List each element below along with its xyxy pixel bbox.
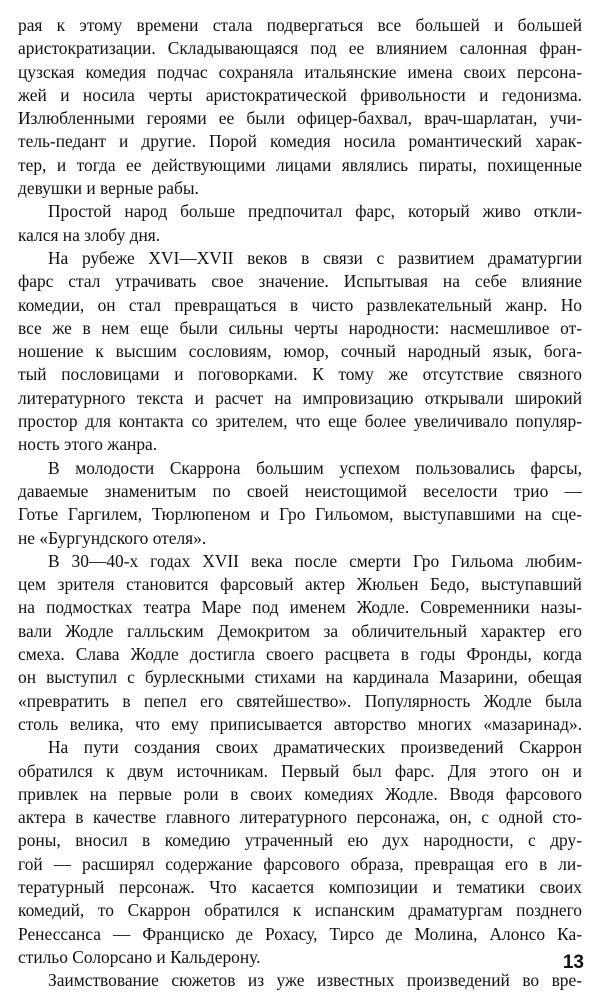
text-line: простор для контакта со зрителем, что еще более увеличивало популяр-	[18, 411, 582, 432]
text-line: на подмостках театра Маре под именем Жодле. Современники назы-	[18, 597, 582, 618]
text-line: стильо Солорсано и Кальдерону.	[18, 946, 261, 967]
page-number: 13	[562, 952, 584, 973]
text-line: кался на злобу дня.	[18, 224, 161, 245]
body-text	[18, 14, 582, 992]
text-line: фарс стал утрачивать свое значение. Испытывая на себе влияние	[18, 271, 582, 292]
text-line: гой — расширял содержание фарсового образа, превращая его в ли-	[18, 853, 582, 874]
text-line: В 30—40-х годах XVII века после смерти Гро Гильома любим-	[48, 550, 582, 571]
text-line: актера в качестве главного литературного персонажа, он, с одной сто-	[18, 807, 582, 828]
text-line: аристократизации. Складывающаяся под ее влиянием салонная фран-	[18, 38, 582, 59]
text-line: девушки и верные рабы.	[18, 178, 199, 199]
text-line: цем зрителя становится фарсовый актер Жюльен Бедо, выступавший	[18, 574, 582, 595]
text-line: комедий, то Скаррон обратился к испанским драматургам позднего	[18, 900, 582, 921]
text-line: Ренессанса — Франциско де Рохасу, Тирсо де Молина, Алонсо Ка-	[18, 923, 582, 944]
text-line: даваемые знаменитым по своей неистощимой веселости трио —	[18, 480, 582, 501]
text-line: тый пословицами и поговорками. К тому же отсутствие связного	[18, 364, 582, 385]
text-line: ношение к высшим сословиям, юмор, сочный народный язык, бога-	[18, 341, 582, 362]
text-line: Простой народ больше предпочитал фарс, который живо откли-	[48, 201, 582, 222]
text-line: жей и носила черты аристократической фривольности и гедонизма.	[18, 84, 582, 105]
text-line: смеха. Слава Жодле достигла своего расцвета в годы Фронды, когда	[18, 644, 582, 665]
text-line: «превратить в пепел его святейшество». Популярность Жодле была	[18, 690, 582, 711]
text-line: На рубеже XVI—XVII веков в связи с развитием драматургии	[48, 247, 582, 268]
text-line: цузская комедия подчас сохраняла итальянские имена своих персона-	[18, 61, 582, 82]
text-line: Излюбленными героями ее были офицер-бахвал, врач-шарлатан, учи-	[18, 108, 582, 129]
text-line: Заимствование сюжетов из уже известных произведений во вре-	[48, 970, 582, 991]
text-line: не «Бургундского отеля».	[18, 527, 207, 548]
text-line: тературный персонаж. Что касается композиции и тематики своих	[18, 876, 582, 897]
text-line: Готье Гаргилем, Тюрлюпеном и Гро Гильомом, выступавшими на сце-	[18, 504, 582, 525]
text-line: вали Жодле галльским Демокритом за обличительный характер его	[18, 620, 582, 641]
text-line: комедии, он стал превращаться в чисто развлекательный жанр. Но	[18, 294, 582, 315]
text-line: литературного текста и расчет на импровизацию открывали широкий	[18, 387, 582, 408]
text-line: В молодости Скаррона большим успехом пользовались фарсы,	[48, 457, 582, 478]
text-line: ность этого жанра.	[18, 434, 158, 455]
text-line: На пути создания своих драматических произведений Скаррон	[48, 737, 582, 758]
text-line: привлек на первые роли в своих комедиях Жодле. Вводя фарсового	[18, 783, 582, 804]
text-line: рая к этому времени стала подвергаться все большей и большей	[18, 15, 582, 35]
text-line: обратился к двум источникам. Первый был фарс. Для этого он и	[18, 760, 582, 781]
text-line: все же в нем еще были сильны черты народности: насмешливое от-	[18, 317, 582, 338]
text-line: тер, и тогда ее действующими лицами являлись пираты, похищенные	[18, 154, 582, 175]
text-line: роны, вносил в комедию утраченный ею дух народности, с дру-	[18, 830, 582, 851]
text-line: тель-педант и другие. Порой комедия носила романтический харак-	[18, 131, 582, 152]
text-line: столь велика, что ему приписывается авторство многих «мазаринад».	[18, 713, 582, 734]
text-line: он выступил с бурлескными стихами на кардинала Мазарини, обещая	[18, 667, 582, 688]
